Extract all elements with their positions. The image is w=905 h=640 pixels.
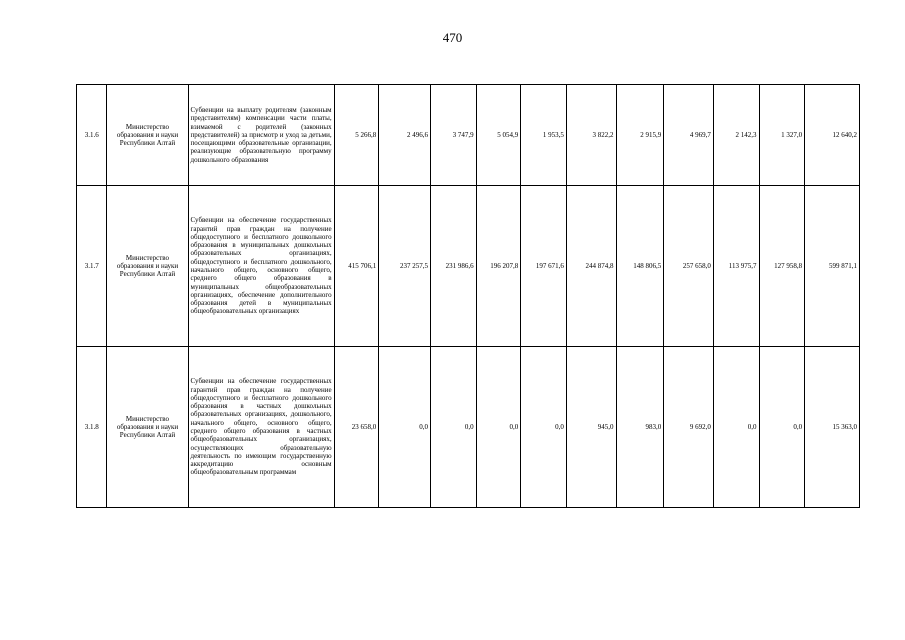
value-cell: 197 671,6 bbox=[521, 186, 567, 347]
value-cell: 15 363,0 bbox=[805, 347, 860, 508]
ministry-name: Министерство образования и науки Республики Алтай bbox=[107, 186, 188, 347]
value-cell: 3 822,2 bbox=[566, 85, 616, 186]
value-cell: 244 874,8 bbox=[566, 186, 616, 347]
value-cell: 2 142,3 bbox=[713, 85, 759, 186]
value-cell: 945,0 bbox=[566, 347, 616, 508]
value-cell: 113 975,7 bbox=[713, 186, 759, 347]
value-cell: 12 640,2 bbox=[805, 85, 860, 186]
table-row bbox=[77, 347, 860, 508]
value-cell: 5 266,8 bbox=[334, 85, 379, 186]
ministry-name: Министерство образования и науки Республики Алтай bbox=[107, 347, 188, 508]
row-code: 3.1.6 bbox=[77, 85, 107, 186]
value-cell: 0,0 bbox=[759, 347, 805, 508]
value-cell: 231 986,6 bbox=[430, 186, 476, 347]
table-row bbox=[77, 186, 860, 347]
subsidy-description: Субвенции на обеспечение государственных гарантий прав граждан на получение общедоступного и бесплатного дошкольного образования в частных дошкольных образовательных организациях, дошкольного, начального общего, основного общего, среднего общего образования в частных общеобразовательных организациях, осуществляющих образовательную деятельность по имеющим государственную аккредитацию основным общеобразовательным программам bbox=[188, 347, 334, 508]
value-cell: 0,0 bbox=[476, 347, 521, 508]
value-cell: 127 958,8 bbox=[759, 186, 805, 347]
value-cell: 0,0 bbox=[430, 347, 476, 508]
table-row bbox=[77, 85, 860, 186]
value-cell: 2 915,9 bbox=[616, 85, 664, 186]
value-cell: 0,0 bbox=[379, 347, 431, 508]
value-cell: 2 496,6 bbox=[379, 85, 431, 186]
value-cell: 5 054,9 bbox=[476, 85, 521, 186]
value-cell: 415 706,1 bbox=[334, 186, 379, 347]
value-cell: 23 658,0 bbox=[334, 347, 379, 508]
value-cell: 3 747,9 bbox=[430, 85, 476, 186]
value-cell: 1 953,5 bbox=[521, 85, 567, 186]
value-cell: 257 658,0 bbox=[664, 186, 714, 347]
value-cell: 0,0 bbox=[521, 347, 567, 508]
row-code: 3.1.7 bbox=[77, 186, 107, 347]
subsidy-description: Субвенции на выплату родителям (законным представителям) компенсации части платы, взимаемой с родителей (законных представителей) за присмотр и уход за детьми, посещающими образовательные организации, реализующие образовательную программу дошкольного образования bbox=[188, 85, 334, 186]
value-cell: 1 327,0 bbox=[759, 85, 805, 186]
value-cell: 196 207,8 bbox=[476, 186, 521, 347]
value-cell: 983,0 bbox=[616, 347, 664, 508]
value-cell: 9 692,0 bbox=[664, 347, 714, 508]
value-cell: 599 871,1 bbox=[805, 186, 860, 347]
row-code: 3.1.8 bbox=[77, 347, 107, 508]
value-cell: 4 969,7 bbox=[664, 85, 714, 186]
ministry-name: Министерство образования и науки Республики Алтай bbox=[107, 85, 188, 186]
value-cell: 148 806,5 bbox=[616, 186, 664, 347]
subsidy-table bbox=[76, 84, 860, 508]
value-cell: 237 257,5 bbox=[379, 186, 431, 347]
page-number: 470 bbox=[442, 30, 463, 45]
subsidy-description: Субвенции на обеспечение государственных гарантий прав граждан на получение общедоступного и бесплатного дошкольного образования в муниципальных дошкольных образовательных организациях, общедоступного и бесплатного дошкольного, начального общего, основного общего, среднего общего образования в муниципальных общеобразовательных организациях, обеспечение дополнительного образования детей в муниципальных общеобразовательных организациях bbox=[188, 186, 334, 347]
value-cell: 0,0 bbox=[713, 347, 759, 508]
